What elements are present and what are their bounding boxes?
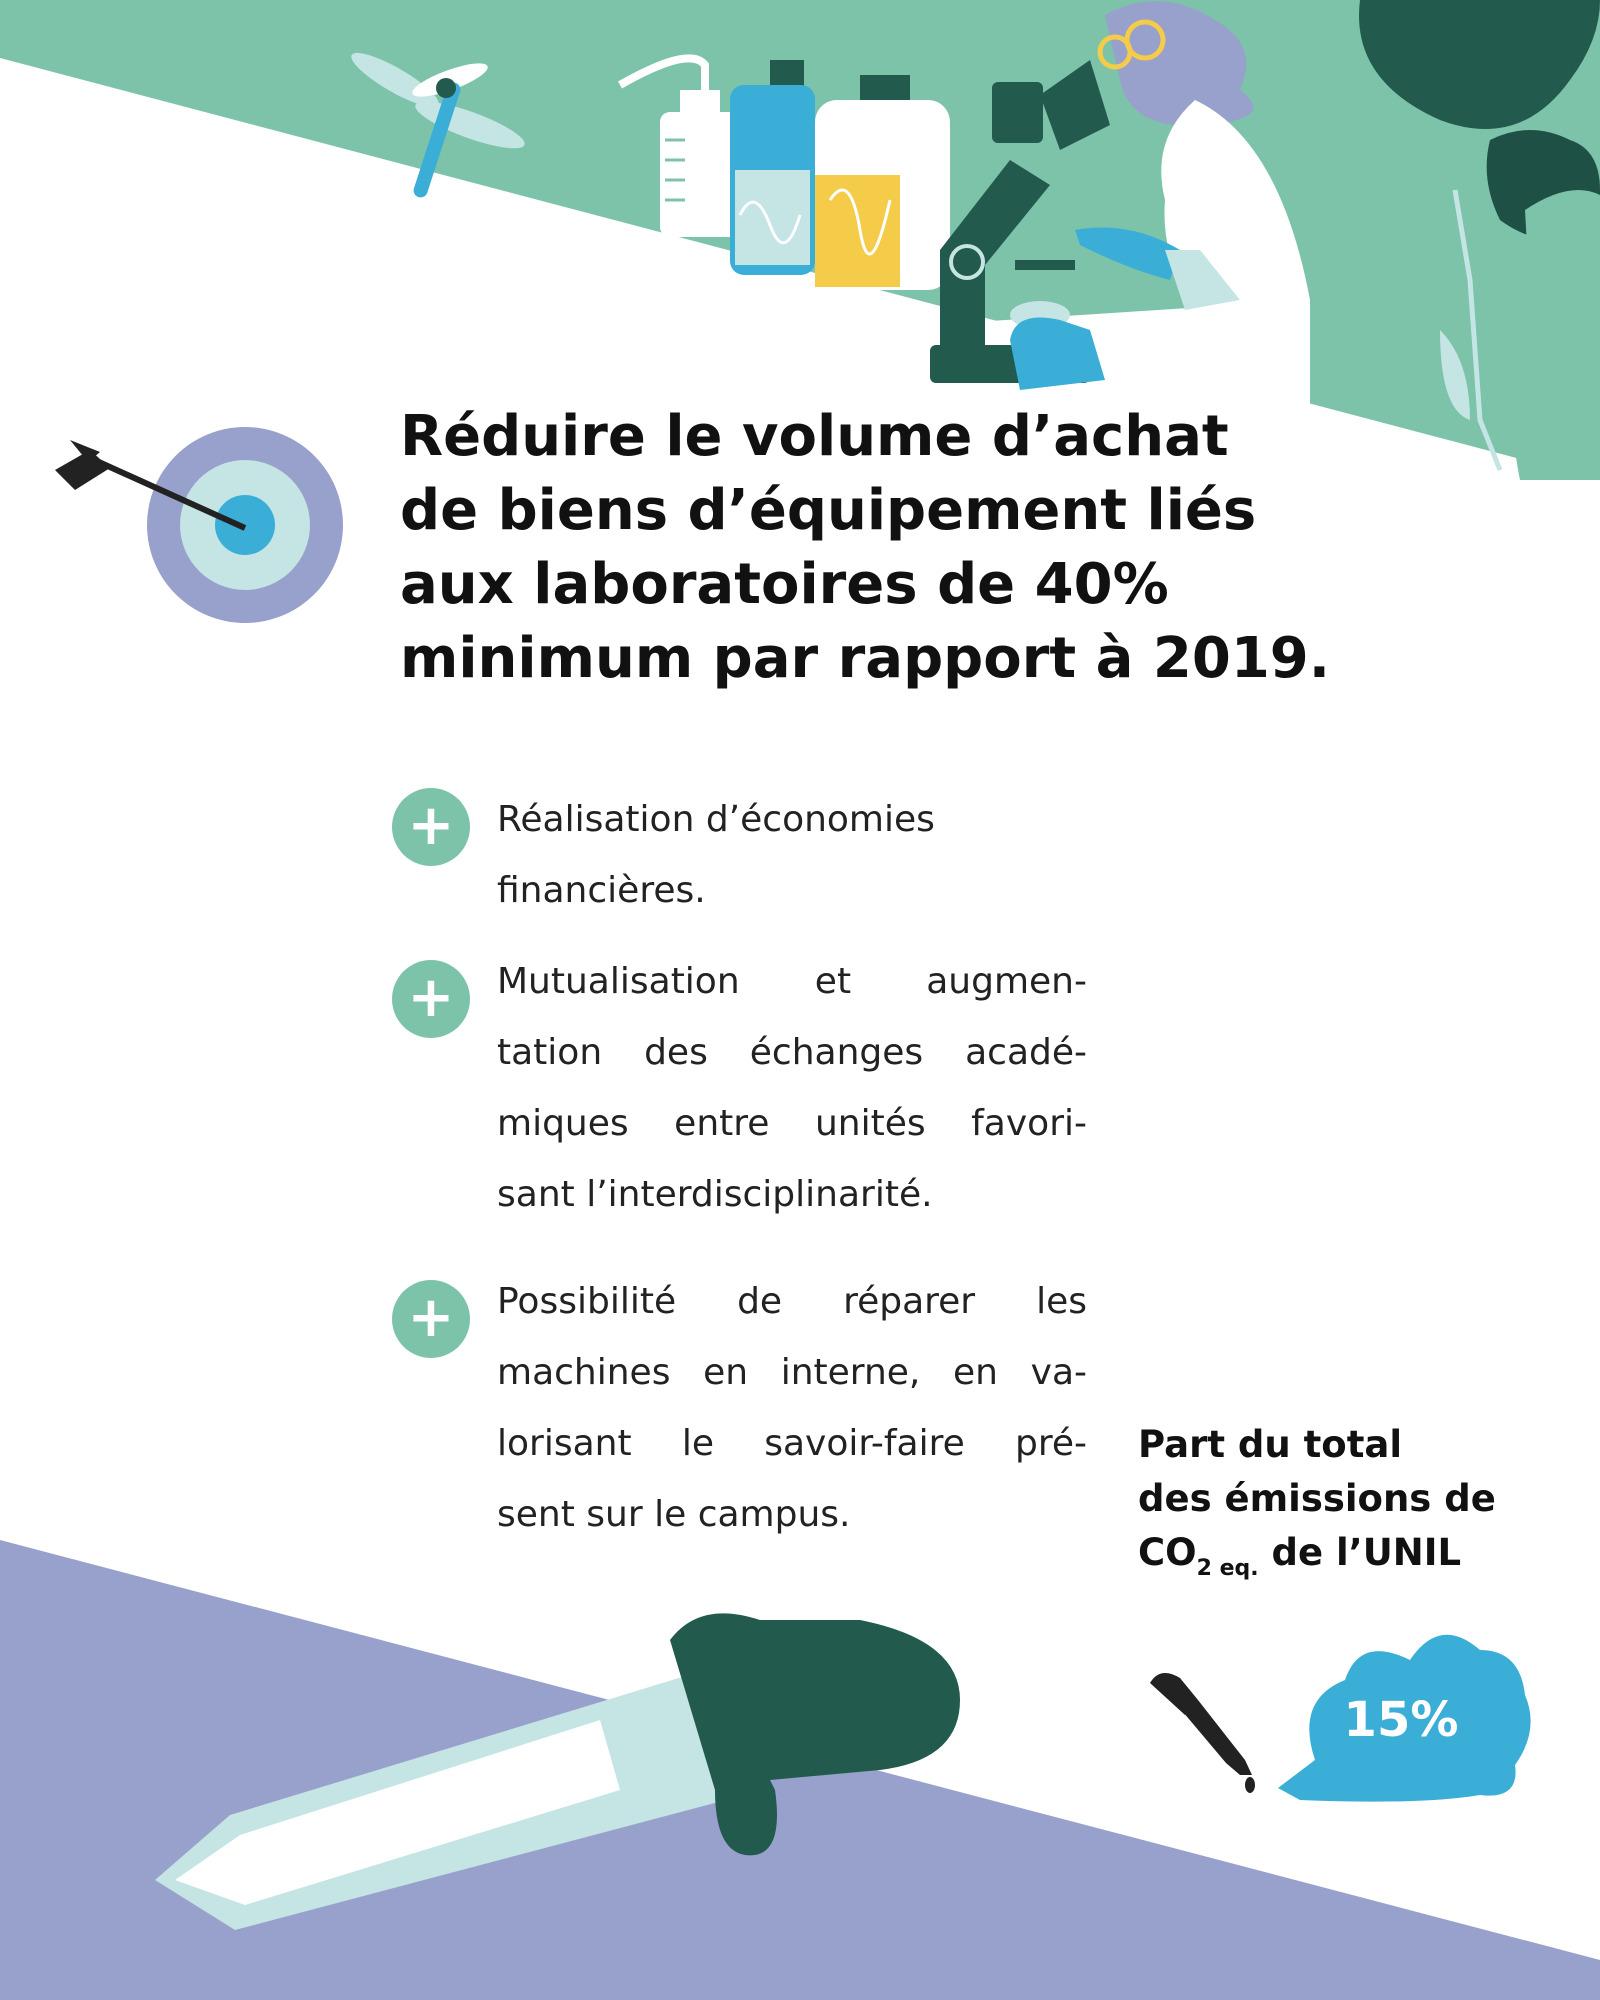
plus-icon: +	[392, 788, 470, 866]
headline-line: minimum par rapport à 2019.	[400, 626, 1331, 691]
benefit-line: sent sur le campus.	[497, 1494, 851, 1535]
share-line-3	[1138, 1526, 1578, 1596]
headline	[400, 400, 1400, 696]
emissions-share-value: 15%	[1343, 1692, 1459, 1748]
headline-line: Réduire le volume d’achat	[400, 404, 1229, 469]
headline-line: de biens d’équipement liés	[400, 478, 1257, 543]
benefit-line: tation des échanges acadé-	[497, 1032, 1087, 1073]
benefit-text	[497, 1266, 1087, 1550]
benefit-line: miques entre unités favori-	[497, 1103, 1087, 1144]
headline-line: aux laboratoires de 40%	[400, 552, 1169, 617]
co2-subscript: 2 eq.	[1196, 1556, 1259, 1581]
small-pipette-icon	[1150, 1673, 1255, 1793]
benefit-line: lorisant le savoir-faire pré-	[497, 1423, 1087, 1464]
benefit-line: Possibilité de réparer les	[497, 1281, 1087, 1322]
plus-icon: +	[392, 1280, 470, 1358]
benefit-line: Réalisation d’économies	[497, 799, 935, 840]
benefit-text	[497, 946, 1087, 1230]
emissions-share-label	[1138, 1418, 1578, 1596]
benefit-line: financières.	[497, 870, 706, 911]
benefit-line: machines en interne, en va-	[497, 1352, 1087, 1393]
benefit-text	[497, 784, 1087, 926]
co2-prefix: CO	[1138, 1531, 1197, 1574]
plus-icon: +	[392, 960, 470, 1038]
co2-suffix: de l’UNIL	[1258, 1531, 1462, 1574]
share-line-1: Part du total	[1138, 1423, 1403, 1466]
share-line-2: des émissions de	[1138, 1477, 1496, 1520]
benefit-line: Mutualisation et augmen-	[497, 961, 1087, 1002]
benefit-line: sant l’interdisciplinarité.	[497, 1174, 933, 1215]
